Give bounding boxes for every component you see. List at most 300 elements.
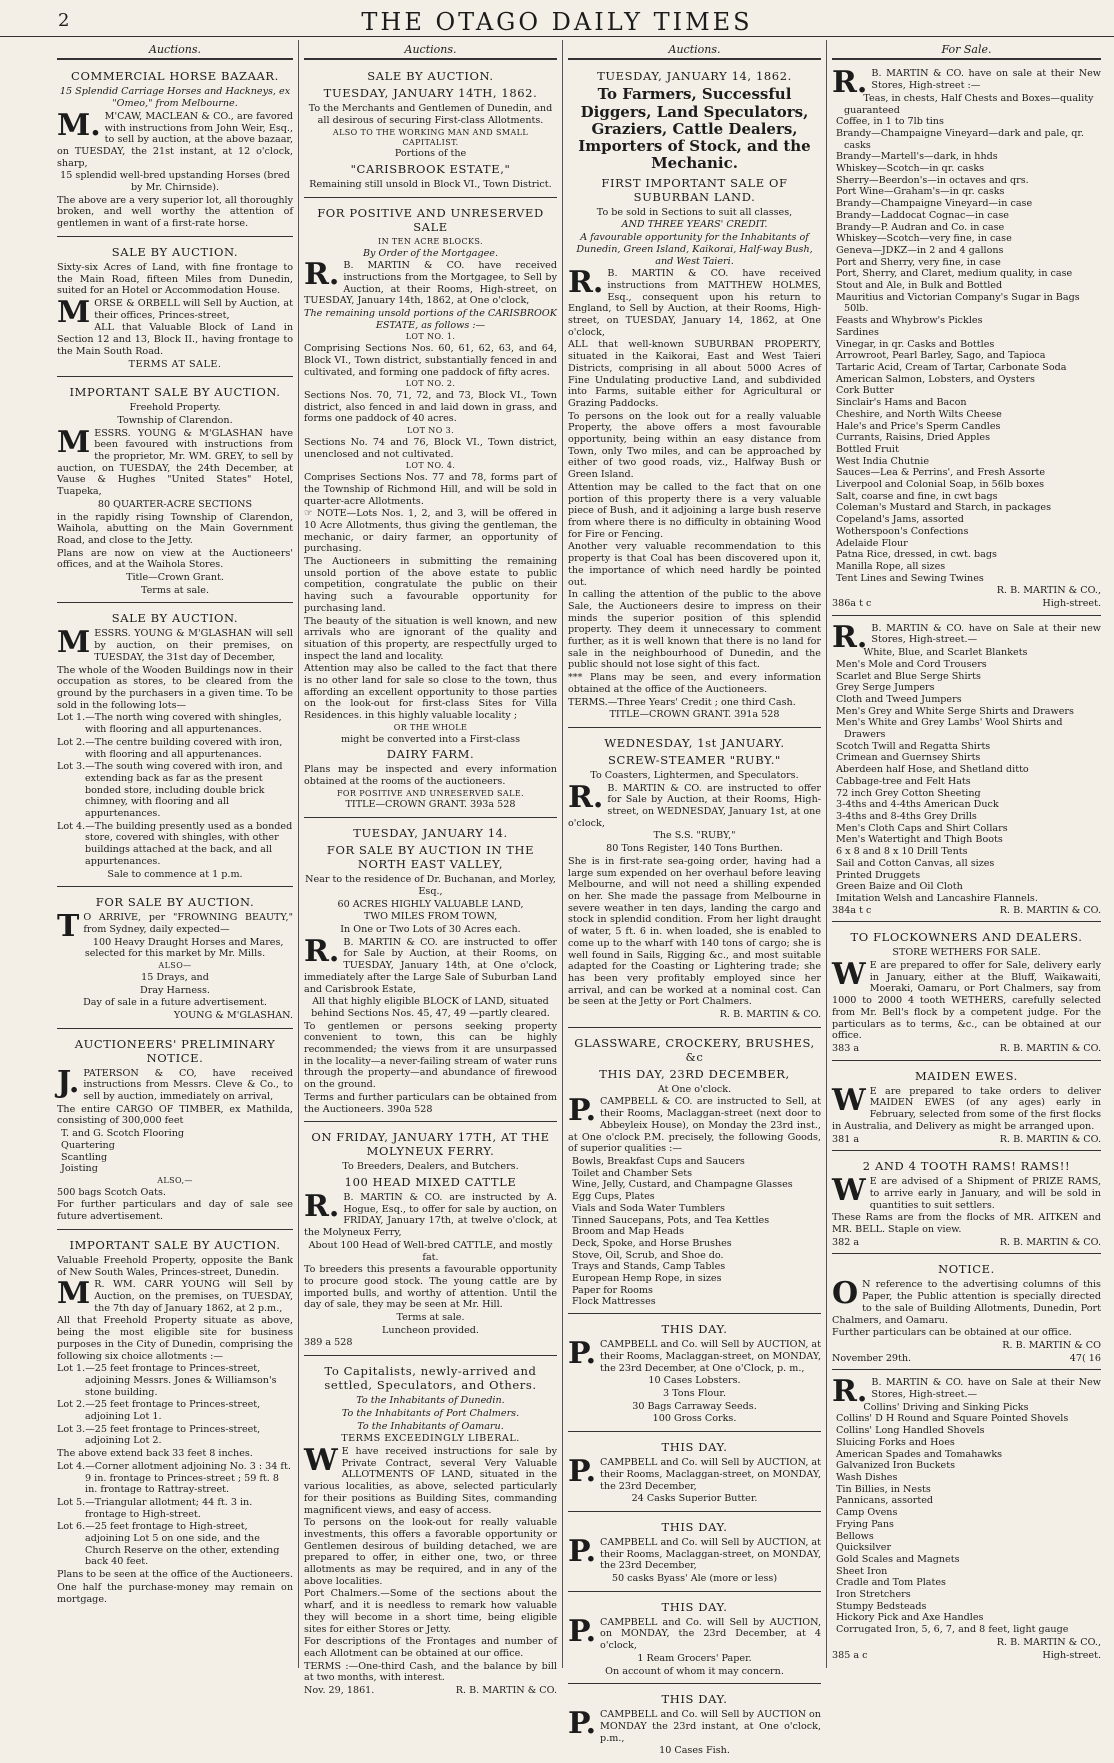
ad-heading: TUESDAY, JANUARY 14, 1862. [597, 69, 792, 84]
ad-list-item: Paper for Rooms [572, 1284, 653, 1296]
ad-list-item: Vinegar, in qr. Casks and Bottles [836, 338, 995, 350]
advertisement [304, 1125, 557, 1356]
ad-text: TITLE—CROWN GRANT. 393a 528 [345, 799, 516, 811]
ad-heading: THIS DAY. [661, 1322, 728, 1337]
advertisement [304, 201, 557, 818]
ad-text: Near to the residence of Dr. Buchanan, and Morley, Esq., [305, 874, 556, 897]
ad-list-item: Collins' D H Round and Square Pointed Shovels [836, 1413, 1069, 1425]
ad-heading: GLASSWARE, CROCKERY, BRUSHES, &c [574, 1035, 815, 1064]
ad-text: LOT NO. 4. [405, 461, 456, 471]
ad-list-item: Stout and Ale, in Bulk and Bottled [836, 280, 1003, 292]
ad-text: OR THE WHOLE [393, 722, 468, 732]
ad-list-item: Hale's and Price's Sperm Candles [836, 420, 1001, 432]
ad-text: WE are prepared to take orders to deliver MAIDEN EWES (of any ages) early in February, selected from some of the first flocks in Australia, and Delivery as might be arranged upon. [832, 1082, 1101, 1132]
ad-reference: 381 a [832, 1133, 860, 1145]
ad-text: R.B. MARTIN & CO. have on Sale at their new Stores, High-street.— [832, 619, 1101, 655]
advertisement [57, 64, 293, 236]
ad-list-item: Bowls, Breakfast Cups and Saucers [572, 1156, 745, 1167]
ad-heading: WEDNESDAY, 1st JANUARY. [604, 735, 785, 750]
advertisement [568, 1317, 821, 1432]
ad-heading: To Capitalists, newly-arrived and settled, Speculators, and Others. [324, 1364, 537, 1393]
ad-text: Terms at sale. [396, 1312, 465, 1324]
ad-text: WE have received instructions for sale by Private Contract, several Very Valuable ALLOTMENTS OF LAND, situated in the various localities, as above, selected particularly for their positions as Building Sites, commanding magnificent views, and easy of access. [304, 1443, 557, 1516]
ad-list-item: Men's Watertight and Thigh Boots [836, 834, 1003, 846]
ad-list-item: Vials and Soda Water Tumblers [572, 1202, 725, 1214]
ad-list-item: Stove, Oil, Scrub, and Shoe do. [572, 1249, 724, 1261]
ad-text: Another very valuable recommendation to this property is that Coal has been discovered upon it, the importance of which need hardly be pointed out. [568, 541, 821, 588]
ad-reference: 383 a [832, 1042, 860, 1054]
ad-list-item: Brandy—Champaigne Vineyard—dark and pale, qr. casks [836, 127, 1084, 151]
ad-text: All that highly eligible BLOCK of LAND, situated behind Sections Nos. 45, 47, 49 —partly cleared. [311, 996, 550, 1019]
ad-text: 24 Casks Superior Butter. [631, 1493, 758, 1505]
ad-text: All that Freehold Property situate as above, being the most eligible site for business purposes in the City of Dunedin, comprising the following six choice allotments :— [57, 1315, 293, 1362]
ad-text: P.CAMPBELL and Co. will Sell by AUCTION on MONDAY the 23rd instant, at One o'clock, p.m., [568, 1706, 821, 1744]
ad-list-item: Sluicing Forks and Hoes [836, 1436, 955, 1448]
ad-text: Lot 6.—25 feet frontage to High-street, adjoining Lot 5 on one side, and the Church Reserve on the other, extending back 40 feet. [57, 1521, 280, 1568]
ad-text: DAIRY FARM. [386, 747, 475, 762]
ad-text: To the Inhabitants of Oamaru. [357, 1420, 504, 1432]
page-number: 2 [58, 10, 70, 31]
ad-text: To the Inhabitants of Dunedin. [356, 1395, 505, 1407]
ad-reference: 385 a c [832, 1649, 868, 1661]
ad-list-item: Men's Mole and Cord Trousers [836, 658, 987, 670]
advertisement [568, 1515, 821, 1592]
ad-text: R. B. MARTIN & CO., [996, 585, 1101, 597]
ad-list-item: Manilla Rope, all sizes [836, 560, 946, 572]
ad-text: Dray Harness. [140, 984, 210, 996]
column-header: Auctions. [304, 40, 557, 60]
ad-text: LOT NO. 2. [405, 379, 456, 389]
ad-list-item: Imitation Welsh and Lancashire Flannels. [836, 892, 1038, 904]
ad-reference: 384a t c [832, 904, 872, 916]
ad-text: TERMS :—One-third Cash, and the balance by bill at two months, with interest. [304, 1660, 557, 1684]
ad-list-item: Brandy—Laddocat Cognac—in case [836, 209, 1009, 221]
ad-text: Sections Nos. 70, 71, 72, and 73, Block VI., Town district, also fenced in and laid down in grass, and forms one paddock of 40 acres. [304, 390, 557, 425]
ad-list-item: Coffee, in 1 to 7lb tins [836, 116, 944, 128]
ad-list-item: Quicksilver [836, 1542, 892, 1554]
ad-text: ALSO TO THE WORKING MAN AND SMALL CAPITALIST. [332, 127, 529, 147]
ad-text: TERMS.—Three Years' Credit ; one third Cash. [568, 696, 796, 708]
ad-text: FOR SALE BY AUCTION IN THE NORTH EAST VALLEY, [326, 843, 535, 872]
ad-text: 10 Cases Fish. [659, 1745, 730, 1757]
ad-heading: THIS DAY. [661, 1692, 728, 1707]
ad-list-item: Wotherspoon's Confections [836, 525, 969, 537]
ad-text: Port Chalmers.—Some of the sections about the wharf, and it is needless to remark how valuable they will become in a short time, being eligible sites for either Stores or Jetty. [304, 1588, 557, 1635]
ad-text: MESSRS. YOUNG & M'GLASHAN have been favoured with instructions from the proprietor, Mr. WM. GREY, to sell by auction, on TUESDAY, the 24th December, at Vause & Hughes "United States" Hotel, Tuapeka, [57, 424, 293, 498]
ad-list-item: Wash Dishes [836, 1472, 898, 1483]
ad-list-item: Teas, in chests, Half Chests and Boxes—quality guaranteed [844, 92, 1094, 116]
ad-text: The S.S. "RUBY," [653, 830, 736, 842]
ad-text: Lot 2.—25 feet frontage to Princes-street, adjoining Lot 1. [57, 1399, 261, 1423]
ad-text: The whole of the Wooden Buildings now in their occupation as stores, to be cleared from the ground by the purchasers in a given time. To be sold in the following lots— [57, 664, 293, 711]
ad-list-item: Flock Mattresses [572, 1296, 656, 1308]
ad-heading: FOR POSITIVE AND UNRESERVED SALE [317, 205, 544, 234]
ad-text: The entire CARGO OF TIMBER, ex Mathilda, consisting of 300,000 feet [57, 1103, 293, 1127]
ad-text: Township of Clarendon. [117, 414, 233, 426]
advertisement [832, 1064, 1101, 1152]
ad-reference-row [832, 598, 1101, 610]
ad-list-item: Currants, Raisins, Dried Apples [836, 432, 990, 444]
ad-signature: 47( 16 [1069, 1352, 1101, 1364]
ad-text: 15 splendid well-bred upstanding Horses (bred by Mr. Chirnside). [60, 170, 290, 194]
ad-text: ALSO— [158, 961, 192, 971]
ad-list-item: 3-4ths and 8-4ths Grey Drills [836, 811, 977, 822]
ad-list-item: Whiskey—Scotch—in qr. casks [836, 163, 985, 175]
ad-text: 389 a 528 [304, 1337, 353, 1349]
ad-list-item: Men's Cloth Caps and Shirt Collars [836, 822, 1008, 834]
ad-text: ALL that Valuable Block of Land in Section 12 and 13, Block II., having frontage to the Main South Road. [57, 322, 293, 357]
ad-text: To be sold in Sections to suit all classes, [596, 206, 793, 218]
ad-list-item: Collins' Driving and Sinking Picks [863, 1401, 1029, 1413]
advertisement [568, 1435, 821, 1512]
ad-text: 100 Heavy Draught Horses and Mares, selected for this market by Mr. Mills. [84, 936, 284, 960]
ad-list-item: Tinned Saucepans, Pots, and Tea Kettles [572, 1214, 770, 1226]
ad-text: P.CAMPBELL and Co. will Sell by AUCTION, at their Rooms, Maclaggan-street, on MONDAY, the 23rd December, [568, 1454, 821, 1492]
advertisement [832, 925, 1101, 1060]
advertisement [832, 619, 1101, 923]
ad-text: might be converted into a First-class [340, 733, 521, 745]
ad-signature: High-street. [1042, 1649, 1101, 1661]
advertisement [57, 1233, 293, 1611]
ad-text: To the Merchants and Gentlemen of Dunedin, and all desirous of securing First-class Allotments. [308, 103, 553, 127]
ad-text: For descriptions of the Frontages and number of each Allotment can be obtained at our office. [304, 1636, 557, 1659]
ad-text: MR. WM. CARR YOUNG will Sell by Auction, on the premises, on TUESDAY, the 7th day of January 1862, at 2 p.m., [57, 1276, 293, 1314]
ad-list-item: Sail and Cotton Canvas, all sizes [836, 857, 995, 869]
ad-list-item: Port and Sherry, very fine, in case [836, 256, 1001, 268]
ad-text: To breeders this presents a favourable opportunity to procure good stock. The young cattle are by imported bulls, and worthy of attention. Until the day of sale, they may be seen at Mr. Hill. [304, 1264, 557, 1311]
ad-text: Further particulars can be obtained at our office. [832, 1327, 1072, 1339]
ad-heading: SALE BY AUCTION. [111, 611, 239, 626]
ad-text: Plans are now on view at the Auctioneers' offices, and at the Waihola Stores. [57, 547, 293, 571]
ad-list-item: Trays and Stands, Camp Tables [572, 1261, 726, 1273]
ad-text: R. B. MARTIN & CO., [996, 1636, 1101, 1648]
ad-text: 100 Gross Corks. [652, 1413, 737, 1425]
ad-reference: November 29th. [832, 1352, 912, 1364]
ad-list-item: Green Baize and Oil Cloth [836, 881, 963, 893]
column-header: Auctions. [57, 40, 293, 60]
ad-list-item: Cloth and Tweed Jumpers [836, 693, 962, 705]
ad-list-item: American Spades and Tomahawks [836, 1448, 1003, 1460]
ad-text: 30 Bags Carraway Seeds. [632, 1400, 757, 1412]
ad-text: Luncheon provided. [382, 1324, 479, 1336]
ad-reference-row [832, 1650, 1101, 1662]
ad-text: TERMS AT SALE. [128, 358, 222, 370]
advertisement [57, 1032, 293, 1230]
ad-list-item: Feasts and Whybrow's Pickles [836, 315, 983, 327]
ad-text: Remaining still unsold in Block VI., Town District. [309, 179, 552, 191]
ad-text: At One o'clock. [657, 1083, 732, 1095]
advertisement [57, 606, 293, 887]
ad-list-item: Crimean and Guernsey Shirts [836, 752, 981, 764]
ad-list-item: Tent Lines and Sewing Twines [836, 572, 984, 584]
ad-list-item: European Hemp Rope, in sizes [572, 1273, 722, 1285]
ad-list-item: Hickory Pick and Axe Handles [836, 1612, 984, 1624]
ad-text: R.B. MARTIN & CO. are instructed to offer for Sale by Auction, at their Rooms, High-street, on WEDNESDAY, January 1st, at one o'clock, [568, 779, 821, 829]
ad-text: The remaining unsold portions of the CARISBROOK ESTATE, as follows :— [304, 308, 557, 331]
ad-text: To gentlemen or persons seeking property convenient to town, this can be highly recommended; the views from it are unsurpassed in the locality—a never-failing stream of water runs through the property—and abundance of firewood on the ground. [304, 1020, 557, 1091]
ad-list-item: Wine, Jelly, Custard, and Champagne Glasses [572, 1179, 793, 1191]
ad-list-item: Cheshire, and North Wilts Cheese [836, 408, 1002, 420]
ad-text: R.B. MARTIN & CO. have on sale at their New Stores, High-street :— [832, 65, 1101, 101]
ad-list-item: Adelaide Flour [836, 537, 908, 549]
ad-text: 1 Ream Grocers' Paper. [637, 1652, 752, 1664]
ad-heading: TO FLOCKOWNERS AND DEALERS. [850, 930, 1083, 945]
ad-list-item: Grey Serge Jumpers [836, 682, 935, 694]
ad-text: To persons on the look out for a really valuable Property, the above offers a most favourable opportunity, being within an easy distance from Town, only Two miles, and can be approached by either of two good roads, viz., Halfway Bush or Green Island. [568, 410, 821, 481]
ad-text: The beauty of the situation is well known, and new arrivals who are ignorant of the quality and situation of this property, are respectfully urged to inspect the land and locality. [304, 615, 557, 662]
ad-text: Lot 4.—Corner allotment adjoining No. 3 : 34 ft. 9 in. frontage to Princes-street ; 59 ft. 8 in. frontage to Rattray-street. [57, 1460, 291, 1496]
advertisement [568, 1031, 821, 1314]
masthead [0, 0, 1114, 37]
ad-text: YOUNG & M'GLASHAN. [173, 1009, 293, 1021]
ad-list-item: Gold Scales and Magnets [836, 1553, 960, 1565]
ad-list-item: Salt, coarse and fine, in cwt bags [836, 490, 998, 502]
ad-text: Title—Crown Grant. [126, 572, 224, 584]
ad-list-item: West India Chutnie [836, 455, 930, 467]
ad-text: On account of whom it may concern. [605, 1665, 784, 1677]
ad-text: 500 bags Scotch Oats. [57, 1186, 166, 1198]
ad-list-item: Cradle and Tom Plates [836, 1577, 946, 1589]
ad-text: R.B. MARTIN & CO. have on Sale at their New Stores, High-street.— [832, 1374, 1101, 1410]
ad-list-item: Scarlet and Blue Serge Shirts [836, 670, 981, 682]
ad-list-item: Quartering [61, 1139, 115, 1151]
ad-text: P.CAMPBELL and Co. will Sell by AUCTION, at their Rooms, Maclaggan-street, on MONDAY, the 23rd December, [568, 1533, 821, 1572]
ad-signature: High-street. [1042, 598, 1101, 610]
ad-text: FIRST IMPORTANT SALE OF SUBURBAN LAND. [601, 175, 788, 204]
ad-text: To Breeders, Dealers, and Butchers. [342, 1161, 519, 1173]
ad-text: 100 HEAD MIXED CATTLE [344, 1175, 517, 1190]
ad-text: R.B. MARTIN & CO. are instructed by A. Hogue, Esq., to offer for sale by auction, on FRIDAY, January 17th, at twelve o'clock, at the Molyneux Ferry, [304, 1189, 557, 1239]
ad-list-item: Brandy—P. Audran and Co. in case [836, 221, 1005, 233]
ad-text: SCREW-STEAMER "RUBY." [608, 752, 781, 767]
ad-list-item: Sardines [836, 326, 879, 338]
ad-text: Portions of the [394, 148, 467, 160]
ad-heading: ON FRIDAY, JANUARY 17TH, AT THE MOLYNEUX FERRY. [311, 1130, 550, 1159]
ad-text: For further particulars and day of sale see future advertisement. [57, 1199, 293, 1223]
ad-list-item: Sinclair's Hams and Bacon [836, 397, 967, 409]
ad-reference-row [832, 1043, 1101, 1055]
ad-text: P.CAMPBELL & CO. are instructed to Sell, at their Rooms, Maclaggan-street (next door to Abbeyleix House), on Monday the 23rd inst., at One o'clock P.M. precisely, the following Goods, of superior qualities :— [568, 1093, 821, 1155]
ad-text: The above are a very superior lot, all thoroughly broken, and well worthy the attention of gentlemen in want of a first-rate horse. [57, 194, 293, 230]
ad-text: M.M'CAW, MACLEAN & CO., are favored with instructions from John Weir, Esq., to sell by auction, at the above bazaar, on TUESDAY, the 21st instant, at 12 o'clock, sharp, [57, 107, 293, 169]
ad-list-item: 6 x 8 and 8 x 10 Drill Tents [836, 846, 968, 858]
column-header: For Sale. [832, 40, 1101, 60]
ad-text: Sale to commence at 1 p.m. [107, 868, 243, 880]
ad-reference-row [832, 1134, 1101, 1146]
ad-reference-row [304, 1685, 557, 1697]
advertisement [568, 731, 821, 1028]
ad-text: AND THREE YEARS' CREDIT. [621, 219, 768, 231]
ad-text: Freehold Property. [129, 402, 221, 414]
columns [52, 40, 1106, 1757]
ad-text: Lot 3.—The south wing covered with iron, and extending back as far as the present bonded store, including double brick chimney, with flooring and all appurtenances. [57, 761, 283, 820]
ad-list-item: Cork Butter [836, 385, 894, 397]
advertisement [304, 821, 557, 1122]
advertisement [832, 64, 1101, 615]
ad-list-item: Bottled Fruit [836, 443, 899, 455]
column-auctions-1 [52, 40, 298, 1668]
ad-text: *** Plans may be seen, and every information obtained at the office of the Auctioneers. [568, 672, 821, 695]
advertisement [832, 1373, 1101, 1666]
ad-text: "CARISBROOK ESTATE," [350, 162, 511, 177]
ad-text: ALL that well-known SUBURBAN PROPERTY, situated in the Kaikorai, East and West Taieri Districts, comprising in all about 5000 Acres of Fine Undulating productive Land, and subdivided into Farms, suitable either for Agricultural or Grazing Paddocks. [568, 339, 821, 409]
ad-heading: 2 AND 4 TOOTH RAMS! RAMS!! [862, 1159, 1071, 1174]
ad-heading: IMPORTANT SALE BY AUCTION. [69, 1237, 281, 1252]
ad-reference: 382 a [832, 1236, 860, 1248]
ad-list-item: Egg Cups, Plates [572, 1191, 655, 1203]
ad-list-item: Men's Grey and White Serge Shirts and Drawers [836, 705, 1074, 717]
ad-heading: SALE BY AUCTION. [367, 69, 494, 84]
ad-text: TUESDAY, JANUARY 14TH, 1862. [323, 86, 538, 101]
ad-text: ON reference to the advertising columns of this Paper, the Public attention is specially directed to the sale of Building Allotments, Dunedin, Port Chalmers, and Oamaru. [832, 1276, 1101, 1326]
ad-list-item: Pannicans, assorted [836, 1495, 934, 1507]
ad-signature: R. B. MARTIN & CO. [455, 1685, 557, 1697]
advertisement [832, 1257, 1101, 1370]
ad-text: 80 QUARTER-ACRE SECTIONS [97, 498, 253, 510]
ad-list-item: Mauritius and Victorian Company's Sugar in Bags 50lb. [836, 291, 1080, 315]
ad-heading: THIS DAY. [661, 1440, 728, 1455]
ad-text: In One or Two Lots of 30 Acres each. [340, 924, 521, 936]
ad-list-item: Stumpy Bedsteads [836, 1600, 927, 1612]
ad-text: 15 Splendid Carriage Horses and Hackneys, ex "Omeo," from Melbourne. [59, 86, 291, 110]
ad-text: R. B. MARTIN & CO [1002, 1339, 1101, 1351]
ad-text: The Auctioneers in submitting the remaining unsold portion of the above estate to public competition, congratulate the public on their having such a favourable opportunity for purchasing land. [304, 556, 557, 614]
ad-text: ALSO,— [157, 1176, 193, 1185]
ad-text: Lot 1.—The north wing covered with shingles, with flooring and all appurtenances. [57, 712, 282, 736]
ad-heading: IMPORTANT SALE BY AUCTION. [69, 385, 281, 400]
ad-reference-row [832, 1237, 1101, 1249]
ad-text: ☞ NOTE—Lots Nos. 1, 2, and 3, will be offered in 10 Acre Allotments, thus giving the gentleman, the mechanic, or dairy farmer, an opportunity of purchasing. [304, 508, 557, 555]
advertisement [57, 890, 293, 1028]
ad-reference-row [832, 905, 1101, 917]
ad-text: Comprising Sections Nos. 60, 61, 62, 63, and 64, Block VI., Town district, substantially fenced in and cultivated, and forming one paddock of fifty acres. [304, 343, 557, 378]
ad-list-item: Camp Ovens [836, 1507, 898, 1519]
column-for-sale [826, 40, 1106, 1668]
ad-text: Attention may also be called to the fact that there is no other land for sale so close to the town, thus affording an excellent opportunity to those parties on the look-out for first-class Sites for Villa Residences. in this highly valuable locality ; [304, 663, 557, 722]
ad-text: Sixty-six Acres of Land, with fine frontage to the Main Road, fifteen Miles from Dunedin, suited for an Hotel or Accommodation House. [57, 261, 293, 297]
ad-list-item: Printed Druggets [836, 869, 921, 881]
ad-text: 10 Cases Lobsters. [648, 1375, 741, 1387]
ad-text: R.B. MARTIN & CO. have received instructions from MATTHEW HOLMES, Esq., consequent upon his return to England, to Sell by Auction, at their Rooms, High-street, on TUESDAY, January 14, 1862, at One o'clock, [568, 265, 821, 338]
ad-list-item: Copeland's Jams, assorted [836, 514, 964, 526]
ad-text: 80 Tons Register, 140 Tons Burthen. [606, 843, 783, 855]
ad-list-item: Port Wine—Graham's—in qr. casks [836, 186, 1005, 198]
ad-text: Lot 1.—25 feet frontage to Princes-street, adjoining Messrs. Jones & Williamson's stone building. [57, 1363, 277, 1398]
ad-text: The above extend back 33 feet 8 inches. [57, 1448, 253, 1460]
ad-list-item: Scotch Twill and Regatta Shirts [836, 740, 991, 752]
ad-heading: FOR SALE BY AUCTION. [95, 895, 255, 910]
ad-text: These Rams are from the flocks of MR. AITKEN and MR. BELL. Staple on view. [832, 1212, 1101, 1236]
ad-list-item: Whiskey—Scotch—very fine, in case [836, 233, 1012, 245]
ad-text: 3 Tons Flour. [663, 1387, 726, 1399]
ad-reference: 386a t c [832, 598, 872, 610]
ad-signature: R. B. MARTIN & CO. [999, 904, 1101, 916]
advertisement [57, 240, 293, 377]
ad-list-item: Bellows [836, 1530, 874, 1542]
advertisement [304, 1359, 557, 1702]
ad-signature: R. B. MARTIN & CO. [999, 1042, 1101, 1054]
ad-signature: R. B. MARTIN & CO. [999, 1236, 1101, 1248]
ad-list-item: 3-4ths and 4-4ths American Duck [836, 799, 999, 811]
ad-list-item: Coleman's Mustard and Starch, in packages [836, 502, 1052, 514]
newspaper-title: THE OTAGO DAILY TIMES [361, 8, 753, 36]
ad-text: One half the purchase-money may remain on mortgage. [57, 1581, 293, 1605]
ad-text: P.CAMPBELL and Co. will Sell by AUCTION, on MONDAY, the 23rd December, at 4 o'clock, [568, 1613, 821, 1652]
ad-text: THIS DAY, 23RD DECEMBER, [599, 1066, 790, 1081]
ad-heading: NOTICE. [938, 1262, 995, 1277]
ad-text: To the Inhabitants of Port Chalmers. [341, 1407, 520, 1419]
ad-list-item: Port, Sherry, and Claret, medium quality, in case [836, 268, 1073, 280]
ad-text: Terms and further particulars can be obtained from the Auctioneers. 390a 528 [304, 1091, 557, 1115]
ad-list-item: Sauces—Lea & Perrins', and Fresh Assorte [836, 467, 1046, 479]
ad-text: TO ARRIVE, per "FROWNING BEAUTY," from Sydney, daily expected— [57, 909, 293, 945]
ad-list-item: Aberdeen half Hose, and Shetland ditto [836, 764, 1029, 776]
ad-heading: AUCTIONEERS' PRELIMINARY NOTICE. [74, 1036, 276, 1065]
ad-list-item: Sherry—Beerdon's—in octaves and qrs. [836, 174, 1029, 186]
ad-text: 15 Drays, and [141, 971, 209, 983]
ad-text: Lot 5.—Triangular allotment; 44 ft. 3 in. frontage to High-street. [57, 1496, 253, 1520]
ad-text: TITLE—CROWN GRANT. 391a 528 [609, 709, 780, 721]
ad-list-item: Brandy—Martell's—dark, in hhds [836, 151, 998, 163]
ad-text: Comprises Sections Nos. 77 and 78, forms part of the Township of Richmond Hill, and will be sold in quarter-acre Allotments. [304, 472, 557, 507]
ad-text: LOT NO 3. [406, 426, 455, 436]
ad-text: STORE WETHERS FOR SALE. [892, 947, 1041, 959]
advertisement [57, 380, 293, 603]
ad-list-item: Deck, Spoke, and Horse Brushes [572, 1237, 732, 1249]
ad-text: Attention may be called to the fact that on one portion of this property there is a very valuable piece of Bush, and it adjoining a large bush reserve from where there is no difficulty in obtaining Wood for Fire or Fencing. [568, 481, 821, 540]
ad-list-item: Sheet Iron [836, 1565, 888, 1577]
ad-text: WE are prepared to offer for Sale, delivery early in January, either at the Bluff, Waikawaiti, Moeraki, Oamaru, or Port Chalmers, say from 1000 to 2000 4 tooth WETHERS, carefully selected from Mr. Bell's flock by a competent judge. For the particulars as to terms, &c., can be obtained at our office. [832, 957, 1101, 1042]
column-auctions-2 [298, 40, 562, 1697]
ad-text: Plans may be inspected and every information obtained at the rooms of the auctioneers. [304, 764, 557, 788]
ad-text: WE are advised of a Shipment of PRIZE RAMS, to arrive early in January, and will be sold in quantities to suit settlers. [832, 1173, 1101, 1211]
ad-text: IN TEN ACRE BLOCKS. [378, 236, 483, 246]
ad-list-item: T. and G. Scotch Flooring [61, 1128, 185, 1140]
ad-text: Terms at sale. [140, 584, 210, 596]
ad-list-item: Liverpool and Colonial Soap, in 56lb boxes [836, 479, 1045, 491]
ad-list-item: Toilet and Chamber Sets [572, 1167, 693, 1179]
ad-list-item: White, Blue, and Scarlet Blankets [863, 647, 1028, 659]
advertisement [568, 1595, 821, 1685]
ad-text: 60 ACRES HIGHLY VALUABLE LAND, [337, 898, 524, 910]
ad-reference: Nov. 29, 1861. [304, 1685, 375, 1697]
ad-list-item: Corrugated Iron, 5, 6, 7, and 8 feet, light gauge [836, 1624, 1069, 1636]
ad-heading: MAIDEN EWES. [915, 1068, 1018, 1083]
ad-heading: COMMERCIAL HORSE BAZAAR. [71, 69, 279, 84]
ad-list-item: Tin Billies, in Nests [836, 1483, 931, 1495]
column-header: Auctions. [568, 40, 821, 60]
column-auctions-3 [562, 40, 826, 1757]
advertisement [568, 64, 821, 728]
ad-list-item: Arrowroot, Pearl Barley, Sago, and Tapioca [836, 350, 1046, 362]
advertisement [304, 64, 557, 197]
ad-list-item: Iron Stretchers [836, 1589, 911, 1601]
ad-text: TERMS EXCEEDINGLY LIBERAL. [341, 1433, 520, 1445]
advertisement [568, 1687, 821, 1763]
ad-heading: THIS DAY. [661, 1599, 728, 1614]
ad-heading: THIS DAY. [661, 1519, 728, 1534]
ad-list-item: Collins' Long Handled Shovels [836, 1425, 985, 1437]
ad-text: R.B. MARTIN & CO. are instructed to offer for Sale by Auction, at their Rooms, on TUESDAY, January 14th, at One o'clock, immediately after the Large Sale of Suburban Land and Carisbrook Estate, [304, 933, 557, 995]
ad-text: A favourable opportunity for the Inhabitants of Dunedin, Green Island, Kaikorai, Half-way Bush, and West Taieri. [576, 232, 813, 267]
ad-text: J.PATERSON & CO, have received instructions from Messrs. Cleve & Co., to sell by auction, immediately on arrival, [57, 1064, 293, 1103]
ad-text: About 100 Head of Well-bred CATTLE, and mostly fat. [308, 1239, 553, 1263]
ad-text: By Order of the Mortgagee. [362, 247, 498, 259]
ad-text: To Farmers, Successful Diggers, Land Speculators, Graziers, Cattle Dealers, Importers of Stock, and the Mechanic. [578, 85, 811, 173]
ad-text: Lot 4.—The building presently used as a bonded store, covered with shingles, with other buildings attached at the back, and all appurtenances. [57, 820, 293, 867]
ad-list-item: Frying Pans [836, 1518, 894, 1530]
ad-text: Sections No. 74 and 76, Block VI., Town district, unenclosed and not cultivated. [304, 436, 557, 460]
